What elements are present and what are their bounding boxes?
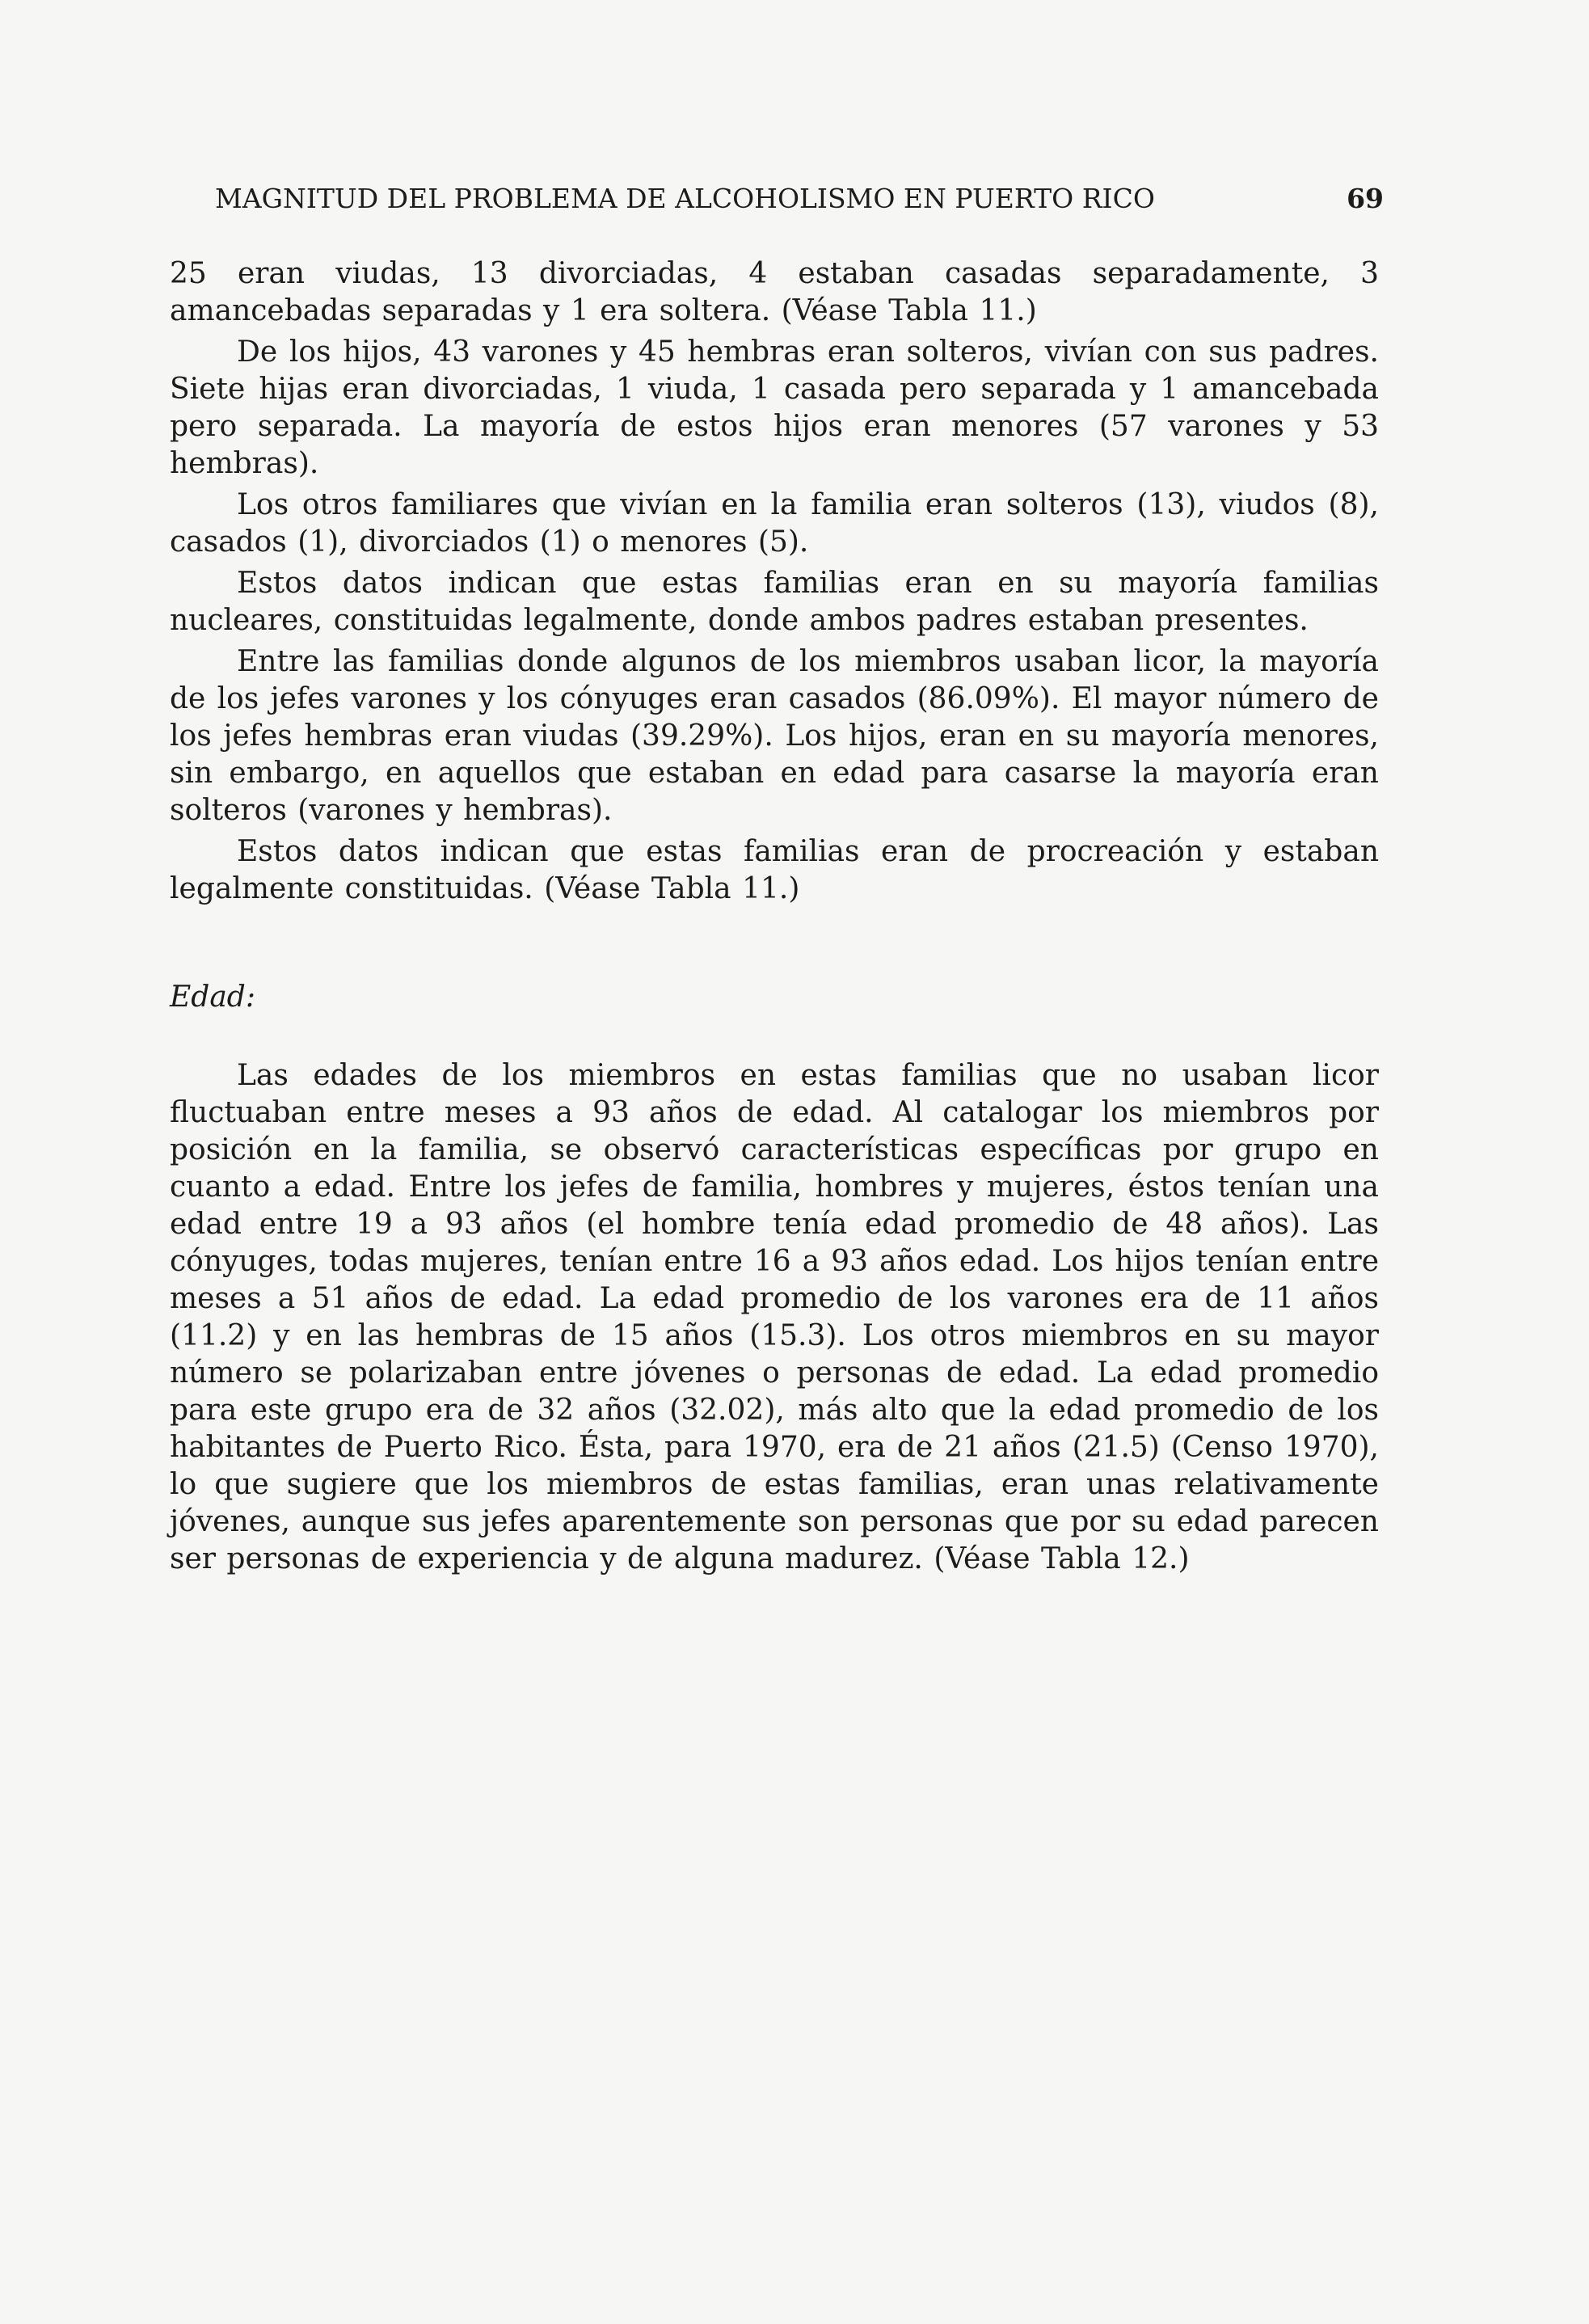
header-title: MAGNITUD DEL PROBLEMA DE ALCOHOLISMO EN PUERTO RICO [215, 183, 1155, 214]
running-header [215, 183, 1384, 214]
paragraph: Estos datos indican que estas familias eran en su mayoría familias nucleares, constituidas legalmente, donde ambos padres estaban presentes. [170, 567, 1379, 637]
body-text-top [170, 255, 1379, 908]
paragraph: De los hijos, 43 varones y 45 hembras eran solteros, vivían con sus padres. Siete hijas eran divorciadas, 1 viuda, 1 casada pero separada y 1 amancebada pero separada. La mayoría de estos hijos eran menores (57 varones y 53 hembras). [170, 335, 1379, 480]
paragraph: Las edades de los miembros en estas familias que no usaban licor fluctuaban entre meses a 93 años de edad. Al catalogar los miembros por posición en la familia, se observó características específicas por grupo en cuanto a edad. Entre los jefes de familia, hombres y mujeres, éstos tenían una edad entre 19 a 93 años (el hombre tenía edad promedio de 48 años). Las cónyuges, todas mujeres, tenían entre 16 a 93 años edad. Los hijos tenían entre meses a 51 años de edad. La edad promedio de los varones era de 11 años (11.2) y en las hembras de 15 años (15.3). Los otros miembros en su mayor número se polarizaban entre jóvenes o personas de edad. La edad promedio para este grupo era de 32 años (32.02), más alto que la edad promedio de los habitantes de Puerto Rico. Ésta, para 1970, era de 21 años (21.5) (Censo 1970), lo que sugiere que los miembros de estas familias, eran unas relativamente jóvenes, aunque sus jefes aparentemente son personas que por su edad parecen ser personas de experiencia y de alguna madurez. (Véase Tabla 12.) [170, 1059, 1379, 1575]
paragraph: Los otros familiares que vivían en la familia eran solteros (13), viudos (8), casados (1), divorciados (1) o menores (5). [170, 488, 1379, 559]
section-heading: Edad: [170, 981, 255, 1014]
paragraph: Entre las familias donde algunos de los miembros usaban licor, la mayoría de los jefes varones y los cónyuges eran casados (86.09%). El mayor número de los jefes hembras eran viudas (39.29%). Los hijos, eran en su mayoría menores, sin embargo, en aquellos que estaban en edad para casarse la mayoría eran solteros (varones y hembras). [170, 645, 1379, 827]
paragraph: 25 eran viudas, 13 divorciadas, 4 estaban casadas separadamente, 3 amancebadas separadas y 1 era soltera. (Véase Tabla 11.) [170, 257, 1379, 327]
page-number: 69 [1347, 183, 1384, 214]
body-text-bottom [170, 1057, 1379, 1578]
paragraph: Estos datos indican que estas familias eran de procreación y estaban legalmente constituidas. (Véase Tabla 11.) [170, 835, 1379, 905]
